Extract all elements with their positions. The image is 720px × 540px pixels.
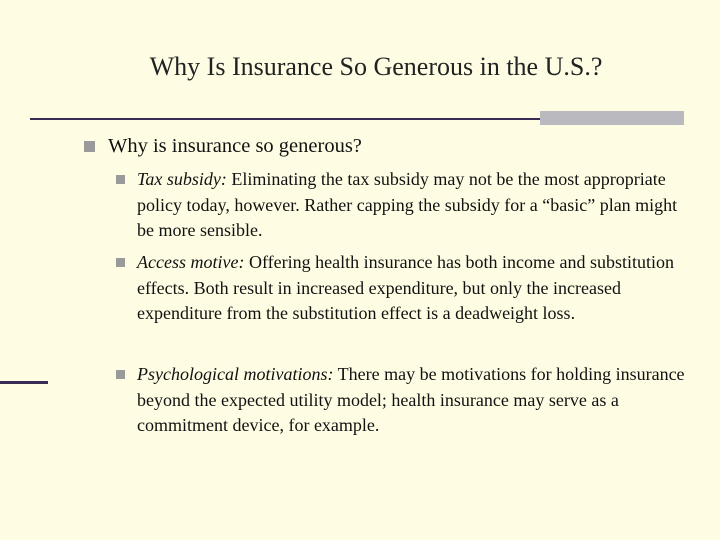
- square-bullet-icon: [116, 258, 125, 267]
- sub-bullet-text: There may be motivations for holding insurance beyond the expected utility model; health insurance may serve as a commitment device, for example.: [137, 364, 685, 435]
- title-rule-block: [540, 111, 684, 125]
- square-bullet-icon: [84, 141, 95, 152]
- sub-bullet-psychological-motivations: [116, 362, 686, 439]
- sub-bullet-label: Tax subsidy:: [137, 169, 227, 189]
- sub-bullet-label: Access motive:: [137, 252, 245, 272]
- side-accent-bar: [0, 381, 48, 384]
- slide-title: Why Is Insurance So Generous in the U.S.?: [149, 52, 603, 81]
- sub-bullet-text: Offering health insurance has both income and substitution effects. Both result in increased expenditure, but only the increased expenditure from the substitution effect is a deadweight loss.: [137, 252, 675, 323]
- sub-bullet-access-motive: [116, 250, 686, 327]
- sub-bullet-tax-subsidy: [116, 167, 686, 244]
- square-bullet-icon: [116, 175, 125, 184]
- square-bullet-icon: [116, 370, 125, 379]
- sub-bullet-text: Eliminating the tax subsidy may not be the most appropriate policy today, however. Rather capping the subsidy for a “basic” plan might be more sensible.: [137, 169, 678, 240]
- title-rule-line: [30, 118, 540, 120]
- sub-bullet-label: Psychological motivations:: [137, 364, 334, 384]
- main-bullet-text: Why is insurance so generous?: [108, 135, 362, 157]
